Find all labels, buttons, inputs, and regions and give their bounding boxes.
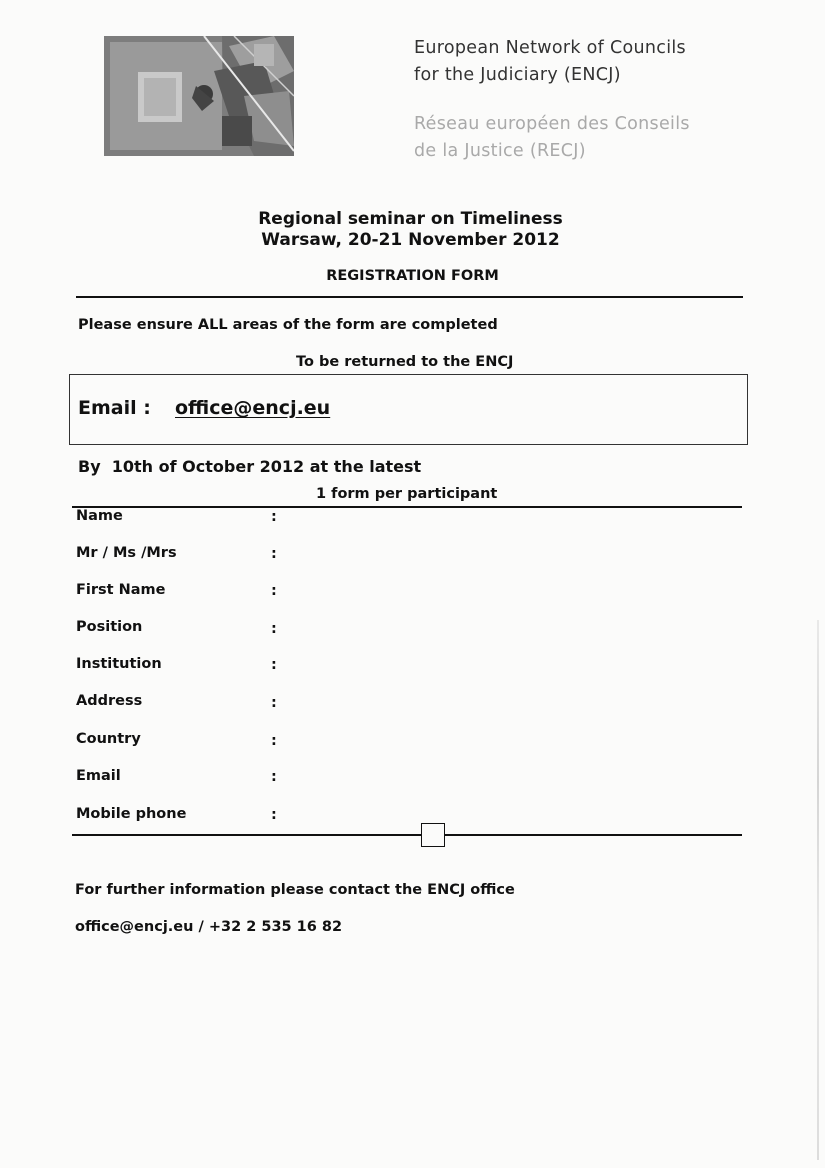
deadline-note: By 10th of October 2012 at the latest — [78, 457, 422, 476]
event-location-date: Warsaw, 20-21 November 2012 — [261, 230, 560, 250]
field-colon-first-name: : — [271, 583, 277, 599]
field-label-institution: Institution — [76, 656, 162, 672]
form-top-rule — [72, 506, 742, 508]
field-label-address: Address — [76, 693, 143, 709]
field-label-name: Name — [76, 508, 123, 524]
org-name-en — [414, 35, 754, 89]
org-name-en-line-2: for the Judiciary (ENCJ) — [414, 65, 621, 85]
form-checkbox[interactable] — [421, 823, 445, 847]
return-email-label: Email : — [78, 397, 151, 419]
org-name-fr-line-2: de la Justice (RECJ) — [414, 141, 586, 161]
header-photo — [104, 36, 294, 156]
field-label-mobile-phone: Mobile phone — [76, 806, 187, 822]
field-label-position: Position — [76, 619, 143, 635]
field-colon-email: : — [271, 769, 277, 785]
org-name-en-line-1: European Network of Councils — [414, 38, 686, 58]
contact-note: For further information please contact the ENCJ office — [75, 882, 515, 898]
header-divider — [76, 296, 743, 298]
field-colon-title: : — [271, 546, 277, 562]
field-colon-position: : — [271, 621, 277, 637]
return-email-box — [69, 374, 748, 445]
form-bottom-rule — [72, 834, 742, 836]
org-name-fr-line-1: Réseau européen des Conseils — [414, 114, 690, 134]
field-colon-institution: : — [271, 657, 277, 673]
contact-details: office@encj.eu / +32 2 535 16 82 — [75, 919, 343, 935]
field-label-email: Email — [76, 768, 121, 784]
org-name-fr — [414, 111, 754, 165]
field-label-first-name: First Name — [76, 582, 166, 598]
field-colon-address: : — [271, 695, 277, 711]
field-colon-mobile-phone: : — [271, 807, 277, 823]
per-participant-note: 1 form per participant — [316, 486, 498, 502]
field-label-country: Country — [76, 731, 141, 747]
field-colon-country: : — [271, 733, 277, 749]
return-email-link[interactable]: office@encj.eu — [175, 397, 331, 419]
return-to-note: To be returned to the ENCJ — [296, 354, 514, 370]
field-label-title: Mr / Ms /Mrs — [76, 545, 177, 561]
field-colon-name: : — [271, 509, 277, 525]
form-title: REGISTRATION FORM — [326, 268, 499, 284]
scan-edge-artifact — [817, 620, 819, 1160]
photo-collage-graphic — [104, 36, 294, 156]
ensure-complete-note: Please ensure ALL areas of the form are completed — [78, 317, 498, 333]
event-title: Regional seminar on Timeliness — [258, 209, 563, 229]
